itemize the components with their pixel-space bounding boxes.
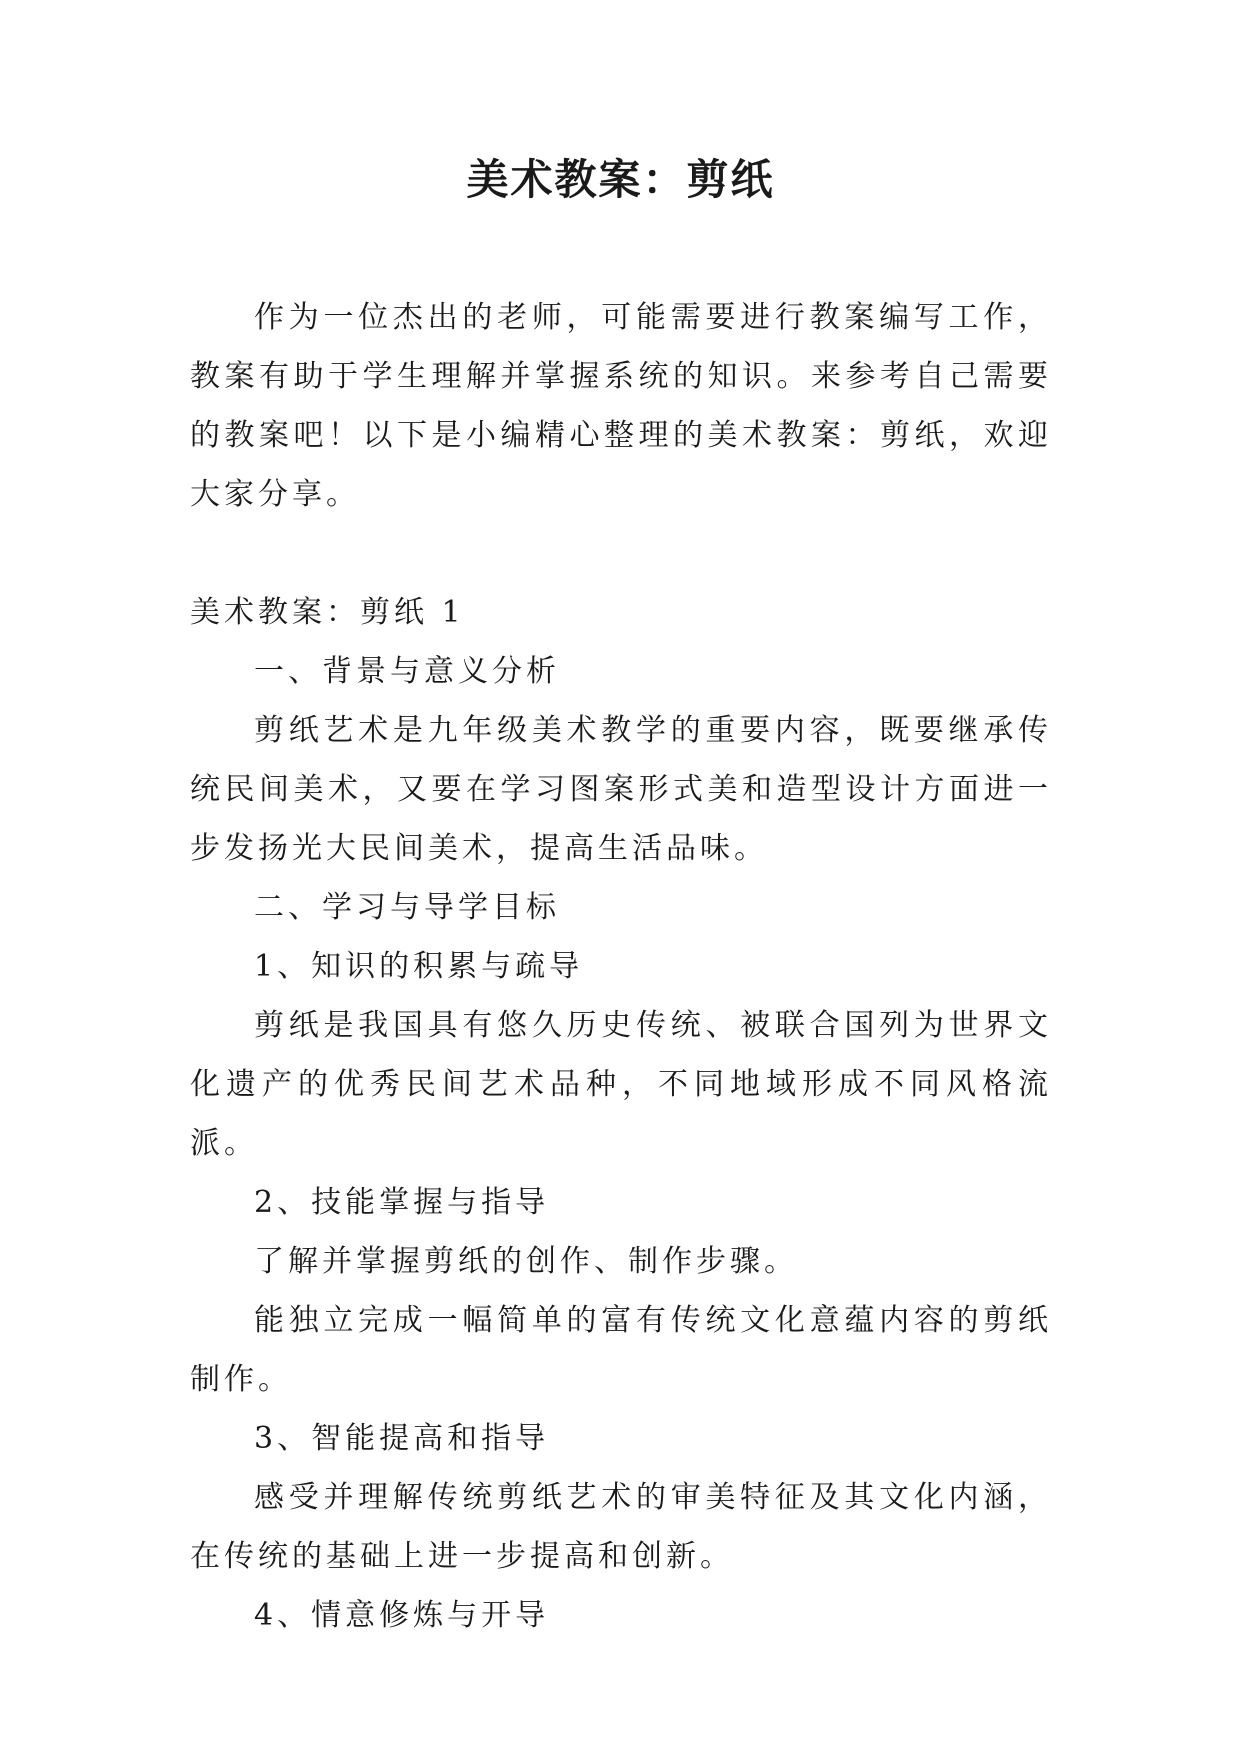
document-body [190,288,1052,1645]
subheading-emotion: 4、情意修炼与开导 [254,1598,550,1633]
document-title: 美术教案：剪纸 [466,155,775,204]
heading-learning-goals: 二、学习与导学目标 [254,890,560,925]
paragraph-background: 剪纸艺术是九年级美术教学的重要内容，既要继承传统民间美术，又要在学习图案形式美和造型设计方面进一步发扬光大民间美术，提高生活品味。 [190,713,1052,866]
paragraph-skills-steps: 了解并掌握剪纸的创作、制作步骤。 [254,1244,798,1279]
subheading-skills: 2、技能掌握与指导 [254,1185,550,1220]
section-title: 美术教案：剪纸 1 [190,595,465,630]
subheading-knowledge: 1、知识的积累与疏导 [254,949,584,984]
heading-background-analysis: 一、背景与意义分析 [254,654,560,689]
paragraph-skills-complete: 能独立完成一幅简单的富有传统文化意蕴内容的剪纸制作。 [190,1303,1052,1397]
paragraph-intelligence: 感受并理解传统剪纸艺术的审美特征及其文化内涵，在传统的基础上进一步提高和创新。 [190,1480,1052,1574]
paragraph-knowledge: 剪纸是我国具有悠久历史传统、被联合国列为世界文化遗产的优秀民间艺术品种，不同地域形成不同风格流派。 [190,1008,1052,1161]
subheading-intelligence: 3、智能提高和指导 [254,1421,550,1456]
intro-paragraph: 作为一位杰出的老师，可能需要进行教案编写工作，教案有助于学生理解并掌握系统的知识。来参考自己需要的教案吧！以下是小编精心整理的美术教案：剪纸，欢迎大家分享。 [190,300,1052,512]
